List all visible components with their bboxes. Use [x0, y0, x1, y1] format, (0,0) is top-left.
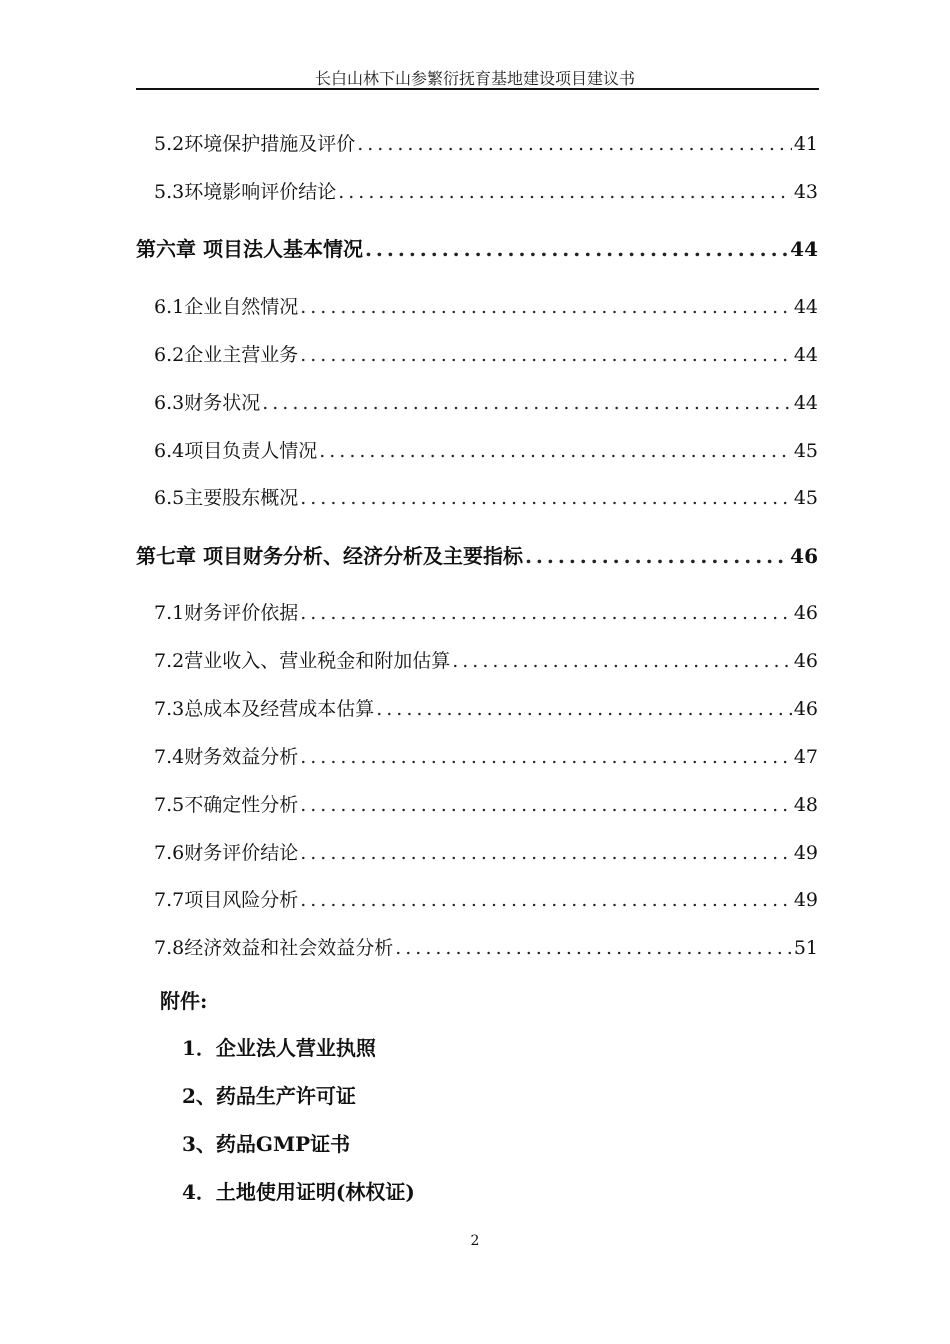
toc-entry-label: 6.3财务状况 [154, 392, 261, 414]
toc-dot-leader [365, 234, 788, 264]
toc-dot-leader [338, 177, 792, 207]
toc-entry-label: 6.2企业主营业务 [154, 344, 299, 366]
toc-entry-label: 7.4财务效益分析 [154, 746, 299, 768]
toc-entry-page: 49 [793, 889, 818, 911]
toc-entry[interactable] [154, 598, 818, 628]
toc-entry-page: 47 [793, 746, 818, 768]
toc-entry-label: 6.1企业自然情况 [154, 296, 299, 318]
toc-entry[interactable] [154, 292, 818, 322]
toc-entry-label: 第六章 项目法人基本情况 [136, 237, 363, 261]
toc-entry[interactable] [154, 483, 818, 513]
toc-entry-label: 6.5主要股东概况 [154, 487, 299, 509]
toc-entry[interactable] [154, 388, 818, 418]
toc-dot-leader [300, 742, 792, 772]
attachment-item: 3、药品GMP证书 [182, 1132, 351, 1156]
document-header-title: 长白山林下山参繁衍抚育基地建设项目建议书 [314, 69, 635, 88]
toc-dot-leader [357, 129, 792, 159]
header-divider [136, 88, 819, 90]
toc-entry[interactable] [154, 933, 818, 963]
toc-dot-leader [300, 598, 792, 628]
toc-entry-page: 43 [793, 181, 818, 203]
toc-entry-label: 7.3总成本及经营成本估算 [154, 698, 375, 720]
toc-dot-leader [452, 646, 792, 676]
toc-entry-page: 44 [793, 296, 818, 318]
toc-entry[interactable] [154, 436, 818, 466]
toc-entry-page: 49 [793, 842, 818, 864]
toc-entry[interactable] [154, 129, 818, 159]
toc-dot-leader [300, 790, 792, 820]
toc-dot-leader [376, 694, 792, 724]
toc-entry-page: 46 [793, 602, 818, 624]
page-number: 2 [470, 1233, 480, 1249]
toc-dot-leader [395, 933, 792, 963]
toc-entry[interactable] [154, 177, 818, 207]
toc-entry[interactable] [154, 838, 818, 868]
toc-chapter-entry[interactable] [136, 541, 818, 571]
toc-dot-leader [300, 838, 792, 868]
toc-entry-page: 51 [793, 937, 818, 959]
toc-dot-leader [300, 885, 792, 915]
toc-entry-page: 46 [790, 544, 818, 568]
toc-dot-leader [300, 483, 792, 513]
toc-entry-label: 7.8经济效益和社会效益分析 [154, 937, 394, 959]
toc-entry-page: 45 [793, 487, 818, 509]
toc-entry-label: 6.4项目负责人情况 [154, 440, 318, 462]
toc-entry[interactable] [154, 646, 818, 676]
attachment-item: 2、药品生产许可证 [182, 1084, 356, 1108]
toc-entry-label: 7.7项目风险分析 [154, 889, 299, 911]
toc-entry[interactable] [154, 742, 818, 772]
toc-entry-label: 5.2环境保护措施及评价 [154, 133, 356, 155]
toc-entry-label: 第七章 项目财务分析、经济分析及主要指标 [136, 544, 523, 568]
toc-entry-label: 7.5不确定性分析 [154, 794, 299, 816]
toc-entry[interactable] [154, 790, 818, 820]
toc-chapter-entry[interactable] [136, 234, 818, 264]
attachments-heading: 附件: [160, 989, 208, 1013]
toc-entry-page: 44 [793, 344, 818, 366]
toc-entry[interactable] [154, 694, 818, 724]
toc-entry-page: 46 [793, 650, 818, 672]
toc-entry-label: 7.2营业收入、营业税金和附加估算 [154, 650, 451, 672]
toc-entry-label: 7.6财务评价结论 [154, 842, 299, 864]
toc-entry-page: 44 [790, 237, 818, 261]
toc-entry-page: 48 [793, 794, 818, 816]
toc-entry-page: 45 [793, 440, 818, 462]
toc-dot-leader [300, 292, 792, 322]
toc-entry[interactable] [154, 340, 818, 370]
toc-entry-label: 7.1财务评价依据 [154, 602, 299, 624]
toc-entry-label: 5.3环境影响评价结论 [154, 181, 337, 203]
toc-dot-leader [319, 436, 792, 466]
attachment-item: 1．企业法人营业执照 [182, 1036, 376, 1060]
toc-entry-page: 46 [793, 698, 818, 720]
toc-dot-leader [525, 541, 788, 571]
toc-entry-page: 41 [793, 133, 818, 155]
toc-entry-page: 44 [793, 392, 818, 414]
toc-dot-leader [300, 340, 792, 370]
attachment-item: 4．土地使用证明(林权证) [182, 1180, 415, 1204]
toc-entry[interactable] [154, 885, 818, 915]
toc-dot-leader [262, 388, 792, 418]
